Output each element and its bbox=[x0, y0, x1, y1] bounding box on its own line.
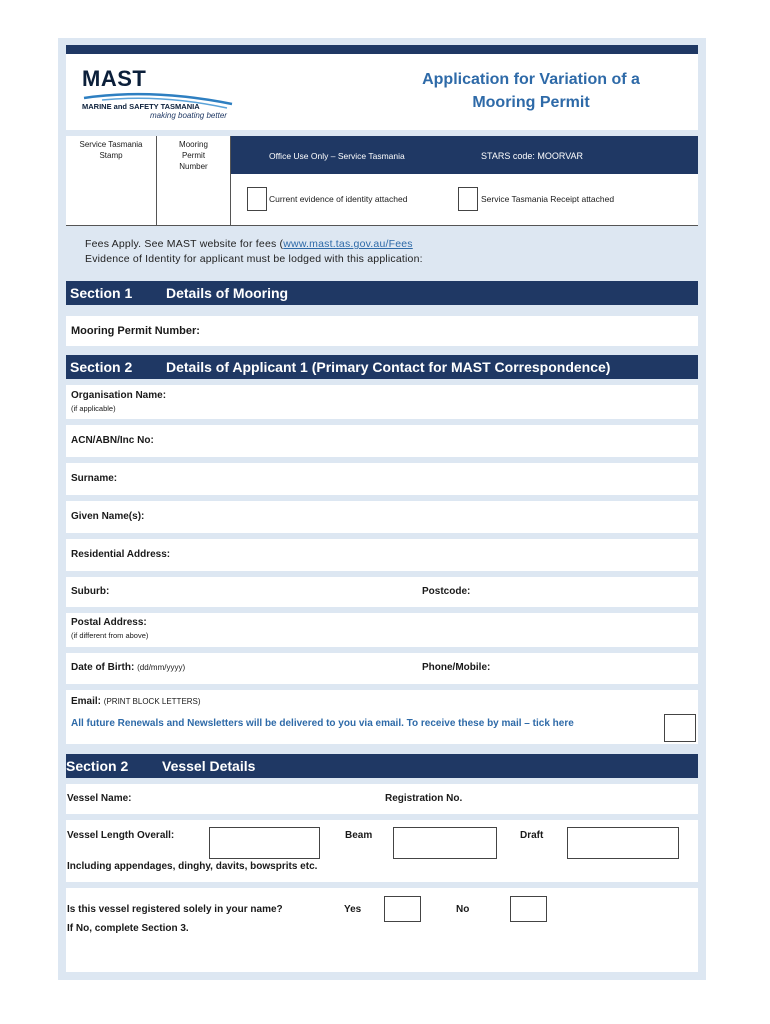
stamp-label-2: Stamp bbox=[99, 151, 123, 160]
dob-phone-row[interactable] bbox=[66, 653, 698, 684]
postcode-label: Postcode: bbox=[422, 586, 471, 597]
office-use-label: Office Use Only – Service Tasmania bbox=[269, 151, 405, 161]
residential-address-field[interactable] bbox=[66, 539, 698, 571]
phone-label: Phone/Mobile: bbox=[422, 662, 491, 673]
form-header bbox=[66, 54, 698, 130]
receipt-checkbox-label: Service Tasmania Receipt attached bbox=[481, 194, 615, 204]
draft-label: Draft bbox=[520, 830, 544, 841]
postal-address-field[interactable] bbox=[66, 613, 698, 647]
vessel-section-title: Vessel Details bbox=[162, 758, 256, 774]
receipt-checkbox[interactable] bbox=[458, 187, 478, 211]
registration-label: Registration No. bbox=[385, 793, 463, 804]
fees-notice bbox=[66, 232, 698, 272]
fees-line-2: Evidence of Identity for applicant must be lodged with this application: bbox=[85, 253, 423, 265]
dob-format: (dd/mm/yyyy) bbox=[137, 663, 186, 672]
no-label: No bbox=[456, 904, 470, 915]
draft-input[interactable] bbox=[567, 827, 679, 859]
organisation-name-sub: (if applicable) bbox=[71, 404, 116, 413]
including-note: Including appendages, dinghy, davits, bowsprits etc. bbox=[67, 861, 318, 872]
dob-label bbox=[71, 662, 185, 673]
section-1-number: Section 1 bbox=[70, 285, 133, 301]
dob-label-text: Date of Birth: bbox=[71, 662, 135, 673]
no-checkbox[interactable] bbox=[510, 896, 547, 922]
postal-address-label: Postal Address: bbox=[71, 617, 147, 628]
vessel-length-label: Vessel Length Overall: bbox=[67, 830, 175, 841]
identity-checkbox-label: Current evidence of identity attached bbox=[269, 194, 408, 204]
surname-label: Surname: bbox=[71, 473, 118, 484]
acn-label: ACN/ABN/Inc No: bbox=[71, 435, 154, 446]
section-2-title: Details of Applicant 1 (Primary Contact for MAST Correspondence) bbox=[166, 359, 611, 375]
title-line-1: Application for Variation of a bbox=[422, 71, 640, 88]
section-1-header bbox=[66, 281, 698, 305]
organisation-name-label: Organisation Name: bbox=[71, 390, 167, 401]
postal-address-sub: (if different from above) bbox=[71, 631, 149, 640]
service-tasmania-stamp-cell bbox=[66, 136, 157, 226]
office-use-bar bbox=[231, 136, 698, 174]
vessel-section-number: Section 2 bbox=[66, 758, 129, 774]
permit-label-2: Permit bbox=[181, 151, 206, 160]
identity-checkbox[interactable] bbox=[247, 187, 267, 211]
suburb-postcode-row[interactable] bbox=[66, 577, 698, 607]
top-bar bbox=[66, 45, 698, 54]
vessel-length-input[interactable] bbox=[209, 827, 320, 859]
if-no-note: If No, complete Section 3. bbox=[67, 923, 189, 934]
mooring-permit-number-field[interactable] bbox=[66, 316, 698, 346]
residential-address-label: Residential Address: bbox=[71, 549, 171, 560]
title-line-2: Mooring Permit bbox=[472, 94, 590, 111]
given-names-label: Given Name(s): bbox=[71, 511, 145, 522]
acn-field[interactable] bbox=[66, 425, 698, 457]
mooring-permit-number-label: Mooring Permit Number: bbox=[71, 325, 200, 337]
organisation-name-field[interactable] bbox=[66, 385, 698, 419]
renewals-notice: All future Renewals and Newsletters will be delivered to you via email. To receive these by mail – tick here bbox=[71, 718, 574, 729]
email-sub: (PRINT BLOCK LETTERS) bbox=[103, 697, 201, 706]
permit-label-1: Mooring bbox=[179, 140, 208, 149]
suburb-label: Suburb: bbox=[71, 586, 110, 597]
office-use-area bbox=[66, 136, 698, 226]
surname-field[interactable] bbox=[66, 463, 698, 495]
section-1-title: Details of Mooring bbox=[166, 285, 289, 301]
section-2-number: Section 2 bbox=[70, 359, 133, 375]
mail-tick-box[interactable] bbox=[664, 714, 696, 742]
logo-tagline: making boating better bbox=[150, 111, 227, 120]
yes-label: Yes bbox=[344, 904, 362, 915]
office-checks bbox=[231, 174, 698, 226]
page-title bbox=[406, 68, 656, 114]
beam-label: Beam bbox=[345, 830, 373, 841]
beam-input[interactable] bbox=[393, 827, 497, 859]
vessel-dimensions-row bbox=[66, 820, 698, 882]
vessel-name-label: Vessel Name: bbox=[67, 793, 132, 804]
logo-wordmark: MAST bbox=[82, 66, 147, 91]
logo-subtitle: MARINE and SAFETY TASMANIA bbox=[82, 102, 200, 111]
mast-logo bbox=[82, 66, 242, 126]
registration-question-row bbox=[66, 888, 698, 972]
email-field[interactable] bbox=[66, 690, 698, 744]
fees-link[interactable]: www.mast.tas.gov.au/Fees bbox=[283, 238, 413, 250]
section-2-header bbox=[66, 355, 698, 379]
vessel-section-header bbox=[66, 754, 698, 778]
email-label-text: Email: bbox=[71, 696, 102, 707]
stars-code-label: STARS code: MOORVAR bbox=[481, 151, 584, 161]
stamp-label-1: Service Tasmania bbox=[79, 140, 143, 149]
permit-label-3: Number bbox=[179, 162, 208, 171]
given-names-field[interactable] bbox=[66, 501, 698, 533]
mooring-permit-number-cell bbox=[157, 136, 231, 226]
email-label bbox=[71, 696, 201, 707]
fees-text: Fees Apply. See MAST website for fees ( bbox=[85, 238, 284, 250]
registered-question: Is this vessel registered solely in your name? bbox=[67, 904, 283, 915]
fees-line-1 bbox=[85, 237, 698, 252]
vessel-name-row[interactable] bbox=[66, 784, 698, 814]
yes-checkbox[interactable] bbox=[384, 896, 421, 922]
